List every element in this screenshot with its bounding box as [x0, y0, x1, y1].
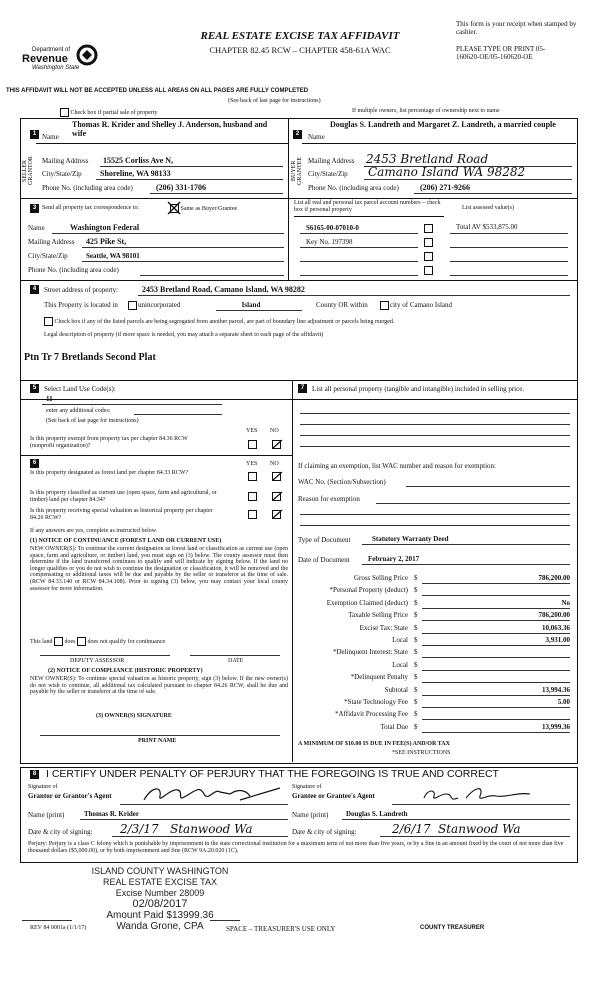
financial-value[interactable]: 5.00: [557, 698, 570, 706]
grantor-sig-label-2: Grantor or Grantor's Agent: [28, 792, 112, 800]
section-6-number: 6: [30, 459, 39, 468]
financial-underline: [422, 595, 570, 596]
financial-value[interactable]: 10,063.36: [542, 624, 570, 632]
dor-logo-icon: [76, 44, 98, 66]
certify-statement: I CERTIFY UNDER PENALTY OF PERJURY THAT THE FOREGOING IS TRUE AND CORRECT: [46, 768, 499, 780]
buyer-phone-label: Phone No. (including area code): [308, 184, 399, 192]
does-not-checkbox[interactable]: [77, 637, 86, 646]
land-use-code[interactable]: 11: [46, 395, 53, 403]
partial-sale-row: [60, 108, 157, 117]
grantee-print-name[interactable]: Douglas S. Landreth: [346, 810, 408, 818]
grantee-date-label: Date & city of signing:: [292, 828, 357, 836]
financial-label: Exemption Claimed (deduct): [326, 599, 408, 607]
city-checkbox[interactable]: [380, 301, 389, 310]
perjury-statement: Perjury: Perjury is a class C felony which is punishable by imprisonment in the state correctional institution for a maximum term of not more than five years, or by a fine in an amount fixed by the court of not more than five thousand dollars ($5,000.00), or by both imprisonment and fine (RCW 9A.20.020 (1C).: [28, 841, 564, 854]
grantor-date[interactable]: 2/3/17: [120, 822, 159, 836]
treasurer-space-label: SPACE – TREASURER'S USE ONLY: [226, 925, 336, 933]
currency-symbol: $: [414, 686, 418, 694]
financial-value[interactable]: 13,999.36: [542, 723, 570, 731]
currency-symbol: $: [414, 611, 418, 619]
grantee-date[interactable]: 2/6/17: [392, 822, 431, 836]
same-as-buyer-checkbox[interactable]: [170, 204, 179, 213]
street-address[interactable]: 2453 Bretland Road, Camano Island, WA 98282: [142, 285, 305, 294]
doc-type[interactable]: Statutory Warranty Deed: [372, 535, 449, 543]
account-1-checkbox[interactable]: [424, 224, 433, 233]
financial-label: Subtotal: [384, 686, 408, 694]
financial-label: Total Due: [380, 723, 408, 731]
historic-question: Is this property receiving special valuation as historical property per chapter 84.26 RCW?: [30, 508, 213, 521]
currency-symbol: $: [414, 624, 418, 632]
assessed-value-1[interactable]: Total AV $533,875.00: [456, 223, 518, 231]
form-subtitle: CHAPTER 82.45 RCW – CHAPTER 458-61A WAC: [209, 45, 391, 55]
s3-mailing-label: Mailing Address: [28, 238, 75, 246]
accounts-label: List all real and personal tax parcel account numbers – check box if personal property: [294, 200, 441, 213]
financial-underline: [422, 583, 570, 584]
seller-name[interactable]: Thomas R. Krider and Shelley J. Anderson, husband and wife: [72, 120, 268, 139]
county-label: County OR within: [316, 301, 368, 309]
land-qualify-row: [30, 637, 165, 646]
seller-city-label: City/State/Zip: [42, 170, 82, 178]
financial-row: [296, 698, 572, 709]
financial-label: Gross Selling Price: [353, 574, 408, 582]
land-label: This land: [30, 638, 53, 645]
reason-label: Reason for exemption: [298, 495, 360, 503]
wac-label: WAC No. (Section/Subsection): [298, 478, 386, 486]
deputy-assessor-label: DEPUTY ASSESSOR: [70, 658, 125, 664]
grantor-name-label: Name (print): [28, 811, 65, 819]
financial-row: [296, 673, 572, 684]
section-1-number: 1: [30, 130, 39, 139]
financial-underline: [422, 719, 570, 720]
financial-value[interactable]: 13,994.36: [542, 686, 570, 694]
historic-yes-checkbox[interactable]: [248, 510, 257, 519]
grantor-print-name[interactable]: Thomas R. Krider: [84, 810, 140, 818]
current-use-no-checkbox[interactable]: [272, 492, 281, 501]
grantor-signature[interactable]: [140, 782, 290, 806]
grantee-sig-label-2: Grantee or Grantee's Agent: [292, 792, 375, 800]
print-note: PLEASE TYPE OR PRINT 05-160620-OE/05-160620-OE: [456, 45, 546, 62]
notice2-body: NEW OWNER(S): To continue special valuation as historic property, sign (3) below. If the new owner(s) do not wish to continue, all additional tax calculated pursuant to chapter 84.26 RCW, shall be due and payable by the seller or transferor at the time of sale.: [30, 676, 288, 696]
warning-text: THIS AFFIDAVIT WILL NOT BE ACCEPTED UNLESS ALL AREAS ON ALL PAGES ARE FULLY COMPLETED: [6, 88, 309, 94]
segregated-checkbox[interactable]: [44, 317, 53, 326]
buyer-phone[interactable]: (206) 271-9266: [420, 183, 470, 192]
see-back-note: (See back of last page for instructions): [228, 98, 321, 104]
grantee-name-label: Name (print): [292, 811, 329, 819]
stamp-line-4: 02/08/2017: [132, 898, 188, 910]
seller-mailing-label: Mailing Address: [42, 157, 89, 165]
account-4-checkbox[interactable]: [424, 266, 433, 275]
current-use-question: Is this property classified as current use (open space, farm and agricultural, or timber) land per chapter 84.34?: [30, 490, 217, 503]
unincorporated-label: unincorporated: [138, 301, 181, 309]
s3-name-label: Name: [28, 224, 45, 232]
financial-label: *State Technology Fee: [344, 698, 408, 706]
currency-symbol: $: [414, 710, 418, 718]
see-instructions-note: *SEE INSTRUCTIONS: [392, 750, 451, 756]
financial-underline: [422, 645, 570, 646]
notice2-title: (2) NOTICE OF COMPLIANCE (HISTORIC PROPERTY): [48, 668, 203, 674]
buyer-name-label: Name: [308, 133, 325, 141]
currency-symbol: $: [414, 661, 418, 669]
legal-description[interactable]: Ptn Tr 7 Bretlands Second Plat: [24, 352, 156, 363]
section-5-number: 5: [30, 384, 39, 393]
stamp-line-2: REAL ESTATE EXCISE TAX: [102, 877, 218, 887]
financial-row: [296, 648, 572, 659]
current-use-yes-checkbox[interactable]: [248, 492, 257, 501]
financial-underline: [422, 695, 570, 696]
stamp-line-6: Wanda Grone, CPA: [116, 921, 204, 932]
segregated-row: [44, 317, 394, 326]
s3-phone-label: Phone No. (including area code): [28, 266, 119, 274]
notice1-body: NEW OWNER(S): To continue the current designation as forest land or classification as current use (open space, farm and agriculture, or timber) land, you must sign on (3) below. The county assessor must then determine if the land transferred continues to qualify and will indicate by signing below. If the land no longer qualifies or you do not wish to continue the designation or classification, it will be removed and the compensating or additional taxes will be due and payable by the seller or transferor at the time of sale. (RCW 84.33.140 or RCW 84.34.108). Prior to signing (3) below, you may contact your local county assessor for more information.: [30, 546, 288, 592]
buyer-side-label: BUYER GRANTEE: [291, 157, 303, 185]
key-number[interactable]: Key No. 197398: [306, 238, 353, 246]
financial-value[interactable]: 3,931.00: [545, 636, 570, 644]
exempt-question: Is this property exempt from property tax per chapter 84.36 RCW (nonprofit organization)?: [30, 436, 188, 449]
financial-label: Local: [392, 661, 408, 669]
city-label: city of Camano Island: [390, 301, 453, 309]
account-2-checkbox[interactable]: [424, 238, 433, 247]
forest-no-checkbox[interactable]: [272, 472, 281, 481]
notice1-title: (1) NOTICE OF CONTINUANCE (FOREST LAND OR CURRENT USE): [30, 538, 222, 544]
financial-value[interactable]: 786,200.00: [538, 574, 570, 582]
seller-phone-label: Phone No. (including area code): [42, 184, 133, 192]
s5-yes: YES: [246, 428, 258, 434]
doc-type-label: Type of Document: [298, 536, 351, 544]
section-4-number: 4: [30, 285, 39, 294]
logo-line3: Washington State: [32, 65, 80, 71]
personal-property-label: List all personal property (tangible and intangible) included in selling price.: [312, 385, 525, 393]
seller-phone[interactable]: (206) 331-1706: [156, 183, 206, 192]
does-not-label: does not qualify for continuance: [87, 638, 166, 645]
historic-no-checkbox[interactable]: [272, 510, 281, 519]
additional-codes-label: enter any additional codes:: [46, 408, 111, 414]
s5-see-back: (See back of last page for instructions): [46, 418, 139, 424]
financial-underline: [422, 608, 570, 609]
receipt-note: This form is your receipt when stamped by cashier.: [456, 20, 577, 37]
seller-city[interactable]: Shoreline, WA 98133: [100, 169, 171, 178]
grantor-city[interactable]: Stanwood Wa: [170, 822, 253, 836]
currency-symbol: $: [414, 636, 418, 644]
financial-row: [296, 624, 572, 635]
multiple-owners-note: If multiple owners, list percentage of ownership next to name: [352, 108, 500, 114]
s6-no: NO: [270, 461, 279, 467]
financial-row: [296, 574, 572, 585]
financial-underline: [422, 670, 570, 671]
exempt-yes-checkbox[interactable]: [248, 440, 257, 449]
financial-underline: [422, 657, 570, 658]
s3-city[interactable]: Seattle, WA 98101: [86, 252, 140, 260]
logo-line2: Revenue: [22, 53, 68, 65]
currency-symbol: $: [414, 648, 418, 656]
currency-symbol: $: [414, 673, 418, 681]
stamp-line-5: Amount Paid $13999.36: [106, 910, 214, 921]
check-mark-icon: [272, 509, 283, 520]
s6-yes: YES: [246, 461, 258, 467]
stamp-line-1: ISLAND COUNTY WASHINGTON: [91, 866, 229, 876]
financial-label: *Affidavit Processing Fee: [335, 710, 408, 718]
s3-city-label: City/State/Zip: [28, 252, 68, 260]
partial-sale-label: Check box if partial sale of property: [70, 109, 158, 116]
forest-land-question: Is this property designated as forest land per chapter 84.33 RCW?: [30, 470, 189, 476]
same-as-buyer-label: Same as Buyer/Grantee: [180, 205, 238, 212]
county-value[interactable]: Island: [241, 301, 261, 309]
section-7-number: 7: [298, 384, 307, 393]
owner-signature-label: (3) OWNER(S) SIGNATURE: [96, 713, 172, 719]
financial-row: [296, 723, 572, 734]
buyer-city[interactable]: Camano Island WA 98282: [368, 165, 526, 179]
seller-mailing[interactable]: 15525 Corliss Ave N,: [103, 156, 174, 165]
exemption-label: If claiming an exemption, list WAC number and reason for exemption:: [298, 462, 496, 470]
logo-line1: Department of: [32, 47, 71, 53]
financial-underline: [422, 707, 570, 708]
does-checkbox[interactable]: [54, 637, 63, 646]
dor-logo: [18, 44, 108, 74]
buyer-name[interactable]: Douglas S. Landreth and Margaret Z. Landreth, a married couple: [330, 120, 556, 129]
county-stamp: [60, 866, 260, 932]
grantor-date-label: Date & city of signing:: [28, 828, 93, 836]
check-mark-icon: [272, 471, 283, 482]
grantee-sig-label-1: Signature of: [292, 784, 322, 790]
doc-date-label: Date of Document: [298, 556, 350, 564]
financial-label: *Delinquent Interest: State: [332, 648, 408, 656]
account-number-1[interactable]: S6165-00-07010-0: [306, 224, 359, 232]
print-name-label: PRINT NAME: [138, 738, 177, 744]
segregated-label: Check box if any of the listed parcels are being segregated from another parcel, are part of boundary line adjustment or parcels being merged.: [54, 318, 395, 325]
s3-name[interactable]: Washington Federal: [70, 223, 140, 232]
financial-label: Taxable Selling Price: [348, 611, 408, 619]
section-3-number: 3: [30, 204, 39, 213]
financial-value[interactable]: No: [561, 599, 570, 607]
financial-underline: [422, 732, 570, 733]
form-number: REV 84 0001a (1/1/17): [30, 925, 87, 931]
date-label: DATE: [228, 658, 244, 664]
financial-row: [296, 710, 572, 721]
grantor-sig-label-1: Signature of: [28, 784, 58, 790]
section-8-number: 8: [30, 770, 39, 779]
street-label: Street address of property:: [44, 286, 119, 294]
same-as-buyer-row: [170, 204, 237, 213]
currency-symbol: $: [414, 574, 418, 582]
seller-side-label: SELLER GRANTOR: [22, 156, 34, 186]
financial-row: [296, 599, 572, 610]
financial-label: *Personal Property (deduct): [329, 586, 408, 594]
form-title: REAL ESTATE EXCISE TAX AFFIDAVIT: [200, 30, 400, 42]
grantee-city[interactable]: Stanwood Wa: [438, 822, 521, 836]
minimum-note: A MINIMUM OF $10.00 IS DUE IN FEE(S) AND/OR TAX: [298, 741, 450, 747]
check-mark-icon: [272, 491, 283, 502]
financial-underline: [422, 633, 570, 634]
check-mark-icon: [272, 439, 283, 450]
financial-row: [296, 686, 572, 697]
section-2-number: 2: [293, 130, 302, 139]
currency-symbol: $: [414, 586, 418, 594]
does-label: does: [64, 638, 76, 645]
financial-label: Excise Tax: State: [359, 624, 408, 632]
financial-label: Local: [392, 636, 408, 644]
currency-symbol: $: [414, 723, 418, 731]
financial-underline: [422, 620, 570, 621]
partial-sale-checkbox[interactable]: [60, 108, 69, 117]
financial-value[interactable]: 786,200.00: [538, 611, 570, 619]
send-to-label: Send all property tax correspondence to:: [42, 205, 140, 211]
seller-name-label: Name: [42, 133, 59, 141]
x-mark-icon: [167, 201, 181, 215]
stamp-line-3: Excise Number 28009: [115, 888, 205, 898]
financial-underline: [422, 682, 570, 683]
assessed-label: List assessed value(s): [462, 205, 514, 211]
currency-symbol: $: [414, 599, 418, 607]
exempt-no-checkbox[interactable]: [272, 440, 281, 449]
currency-symbol: $: [414, 698, 418, 706]
unincorporated-checkbox[interactable]: [128, 301, 137, 310]
doc-date[interactable]: February 2, 2017: [368, 555, 420, 563]
if-yes-note: If any answers are yes, complete as instructed below.: [30, 528, 158, 534]
financial-row: [296, 661, 572, 672]
account-3-checkbox[interactable]: [424, 252, 433, 261]
buyer-mailing[interactable]: 2453 Bretland Road: [366, 152, 489, 166]
buyer-city-label: City/State/Zip: [308, 170, 348, 178]
located-label: This Property is located in: [44, 301, 118, 309]
county-treasurer-label: COUNTY TREASURER: [420, 925, 485, 931]
financial-label: *Delinquent Penalty: [350, 673, 408, 681]
financial-row: [296, 586, 572, 597]
financial-row: [296, 611, 572, 622]
s5-no: NO: [270, 428, 279, 434]
grantee-signature[interactable]: [420, 784, 550, 804]
forest-yes-checkbox[interactable]: [248, 472, 257, 481]
land-use-label: Select Land Use Code(s):: [44, 385, 116, 393]
legal-label: Legal description of property (if more space is needed, you may attach a separate sheet to each page of the affidavit): [44, 332, 324, 338]
s3-mailing[interactable]: 425 Pike St,: [86, 237, 127, 246]
financial-row: [296, 636, 572, 647]
buyer-mailing-label: Mailing Address: [308, 157, 355, 165]
